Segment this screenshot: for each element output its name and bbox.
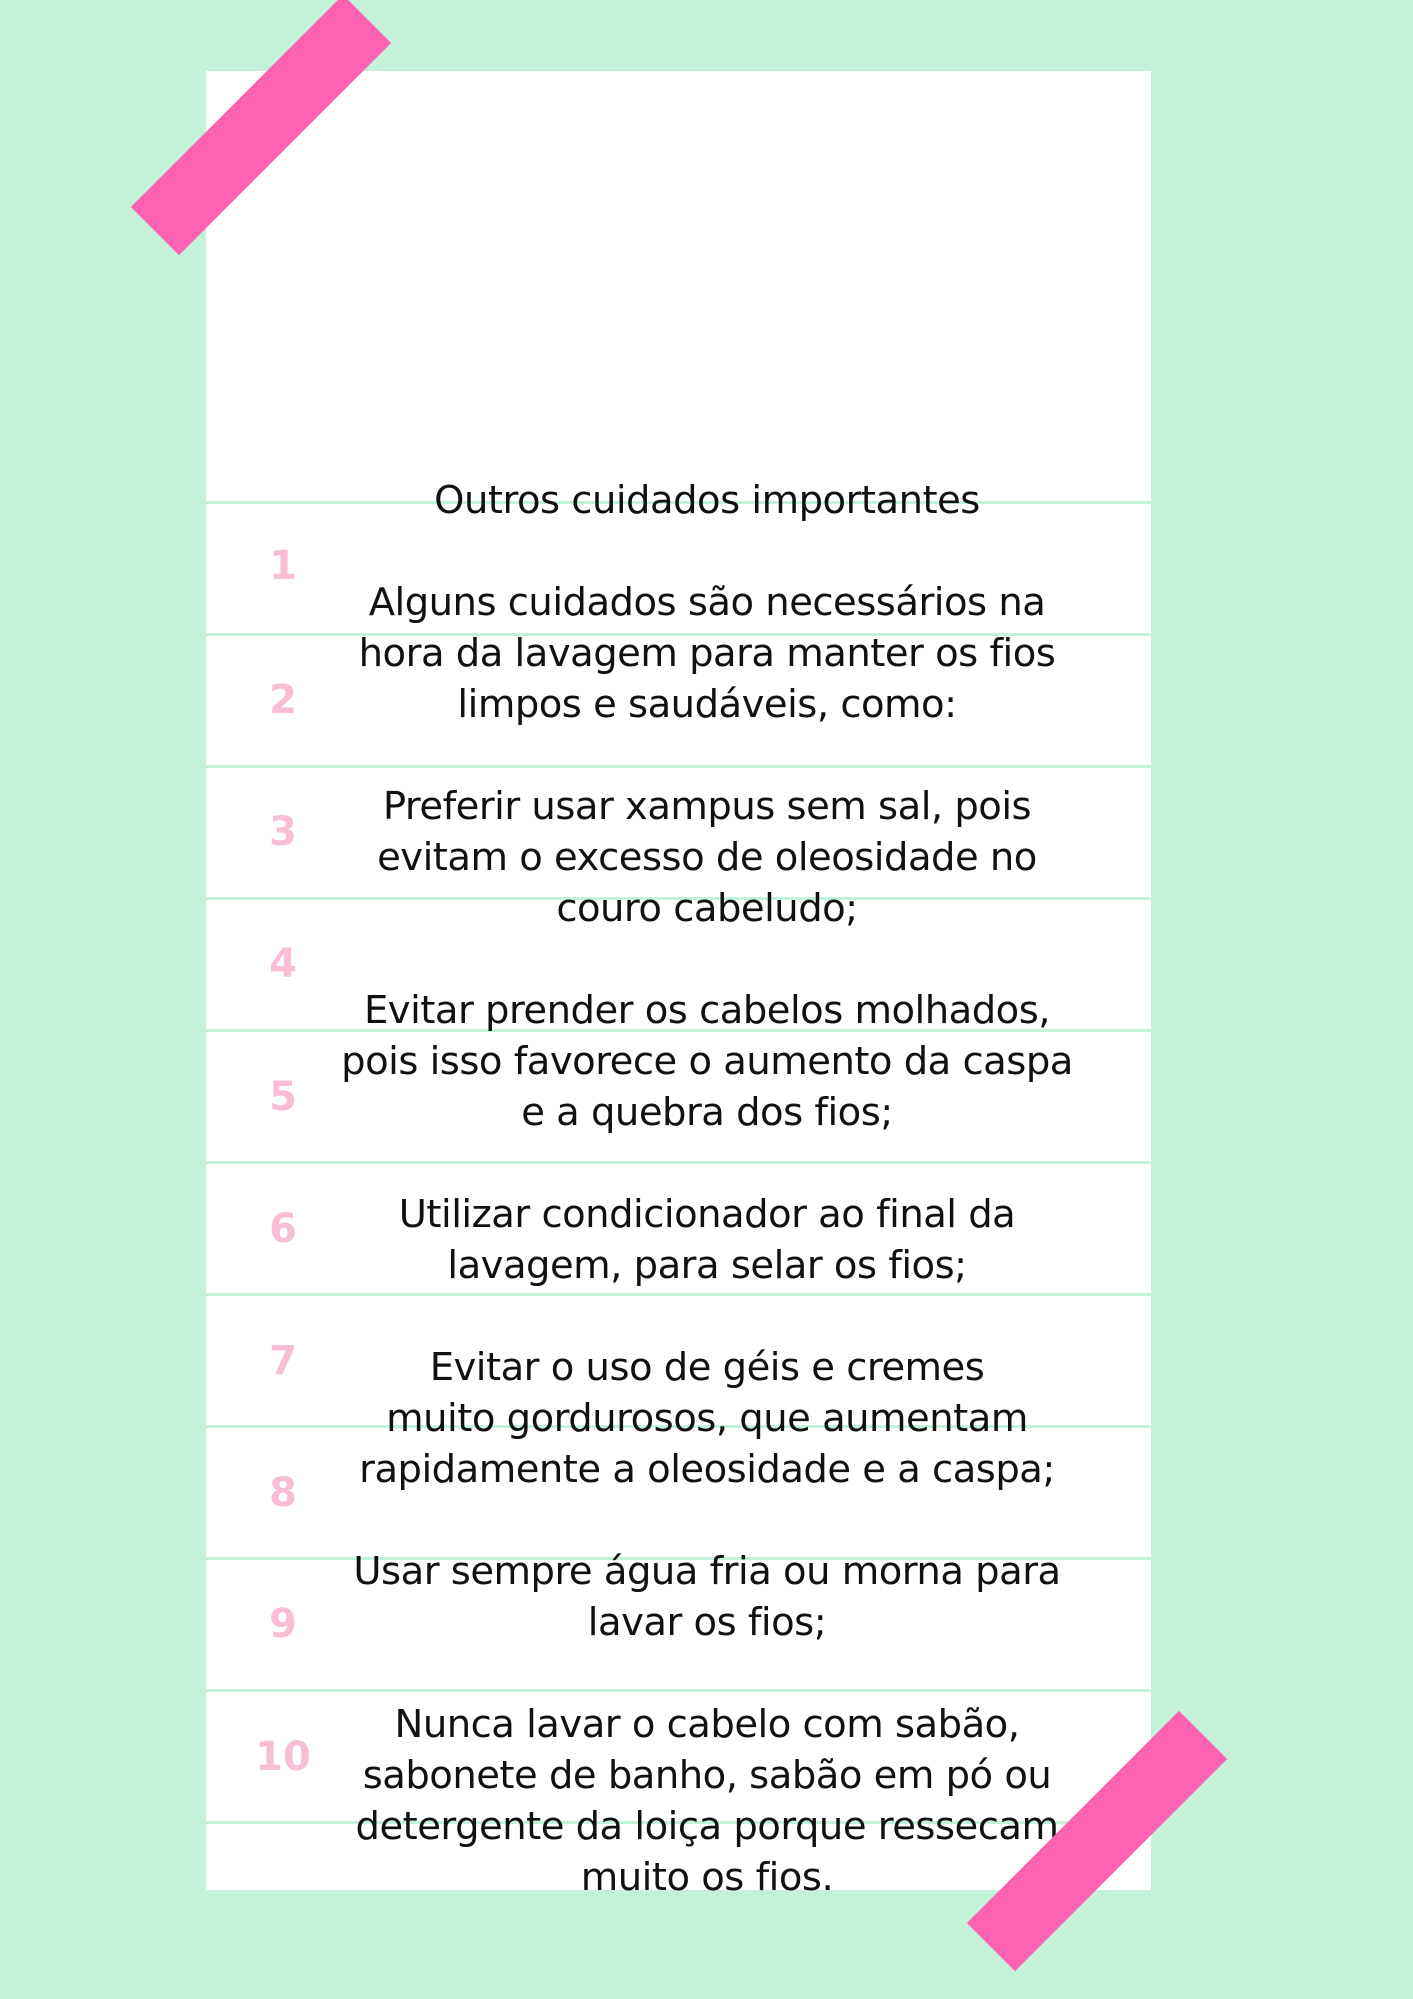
tip-item: Usar sempre água fria ou morna para lavar os fios; bbox=[353, 1549, 1061, 1645]
line-number: 7 bbox=[269, 1338, 297, 1384]
line-number: 2 bbox=[269, 677, 297, 723]
tip-item: Evitar o uso de géis e cremes muito gordurosos, que aumentam rapidamente a oleosidade e a caspa; bbox=[359, 1345, 1055, 1492]
ruled-line bbox=[206, 1161, 1151, 1164]
line-number: 10 bbox=[255, 1734, 311, 1780]
tip-item: Evitar prender os cabelos molhados, pois isso favorece o aumento da caspa e a quebra dos fios; bbox=[341, 988, 1073, 1135]
title: Outros cuidados importantes bbox=[434, 478, 980, 523]
line-number: 8 bbox=[269, 1470, 297, 1516]
line-number: 1 bbox=[269, 543, 297, 589]
ruled-line bbox=[206, 765, 1151, 768]
line-number: 3 bbox=[269, 809, 297, 855]
line-number: 4 bbox=[269, 941, 297, 987]
line-number: 9 bbox=[269, 1601, 297, 1647]
ruled-line bbox=[206, 1689, 1151, 1692]
tip-item: Utilizar condicionador ao final da lavagem, para selar os fios; bbox=[398, 1192, 1016, 1288]
line-number: 5 bbox=[269, 1074, 297, 1120]
tip-item: Preferir usar xampus sem sal, pois evitam o excesso de oleosidade no couro cabeludo; bbox=[377, 784, 1037, 931]
tip-item: Nunca lavar o cabelo com sabão, sabonete de banho, sabão em pó ou detergente da loiça porque ressecam muito os fios. bbox=[355, 1702, 1059, 1900]
intro-paragraph: Alguns cuidados são necessários na hora da lavagem para manter os fios limpos e saudáveis, como: bbox=[358, 580, 1056, 727]
line-number: 6 bbox=[269, 1206, 297, 1252]
ruled-line bbox=[206, 1293, 1151, 1296]
